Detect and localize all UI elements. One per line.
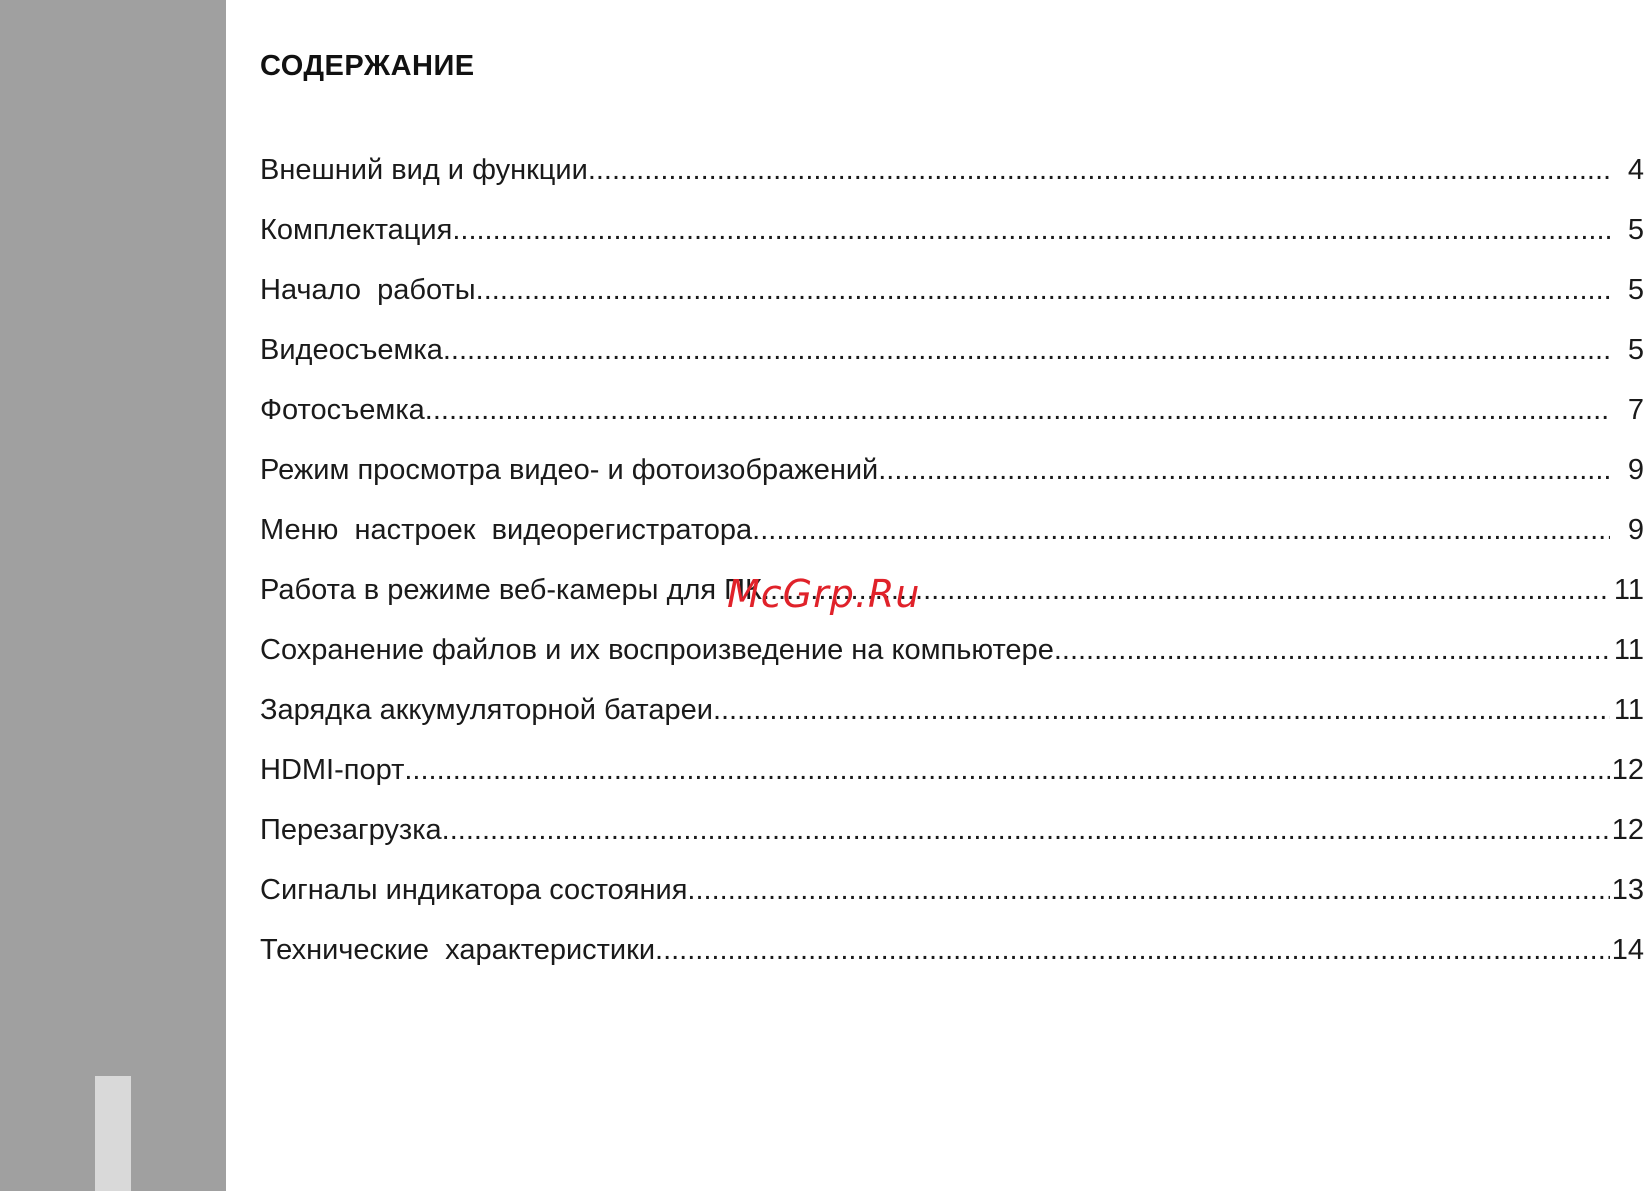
toc-dot-leader [655,928,1610,972]
toc-entry-title: HDMI-порт [260,754,405,786]
toc-dot-leader [713,688,1610,732]
section-tab-marker [95,1076,131,1191]
toc-entry[interactable] [260,328,1644,388]
toc-entry-page: 12 [1611,814,1644,846]
toc-entry-title: Режим просмотра видео- и фотоизображений [260,454,879,486]
toc-dot-leader [1054,628,1610,672]
toc-dot-leader [443,328,1610,372]
toc-entry-title: Зарядка аккумуляторной батареи [260,694,713,726]
toc-entry[interactable] [260,808,1644,868]
toc-entry[interactable] [260,148,1644,208]
toc-dot-leader [878,448,1610,492]
toc-entry[interactable] [260,448,1644,508]
toc-dot-leader [425,388,1610,432]
toc-entry-page: 14 [1611,934,1644,966]
toc-entry[interactable] [260,268,1644,328]
toc-entry-page: 13 [1611,874,1644,906]
toc-entry-title: Работа в режиме веб-камеры для ПК [260,574,762,606]
toc-dot-leader [404,748,1610,792]
toc-dot-leader [442,808,1610,852]
toc-entry-title: Начало работы [260,274,476,306]
toc-entry-page: 7 [1627,394,1644,426]
toc-dot-leader [452,208,1610,252]
toc-entry[interactable] [260,688,1644,748]
page-sidebar-band [0,0,226,1191]
page-title: СОДЕРЖАНИЕ [260,50,475,82]
toc-entry[interactable] [260,508,1644,568]
watermark-text: McGrp.Ru [727,572,921,616]
toc-entry-page: 12 [1611,754,1644,786]
toc-dot-leader [476,268,1610,312]
toc-entry-title: Сигналы индикатора состояния [260,874,688,906]
toc-entry-page: 11 [1613,634,1644,666]
toc-entry-title: Перезагрузка [260,814,442,846]
toc-entry-page: 11 [1613,694,1644,726]
table-of-contents [260,148,1644,988]
toc-dot-leader [687,868,1610,912]
toc-entry[interactable] [260,928,1644,988]
toc-entry[interactable] [260,568,1644,628]
toc-entry-page: 5 [1627,214,1644,246]
toc-entry-title: Меню настроек видеорегистратора [260,514,753,546]
toc-entry-title: Технические характеристики [260,934,656,966]
toc-entry[interactable] [260,388,1644,448]
toc-dot-leader [588,148,1610,192]
toc-entry-title: Внешний вид и функции [260,154,588,186]
toc-entry-title: Комплектация [260,214,453,246]
toc-entry-page: 4 [1627,154,1644,186]
toc-entry-page: 5 [1627,274,1644,306]
toc-entry[interactable] [260,208,1644,268]
toc-entry[interactable] [260,748,1644,808]
toc-entry-title: Фотосъемка [260,394,425,426]
toc-entry-title: Сохранение файлов и их воспроизведение на компьютере [260,634,1054,666]
toc-entry-page: 9 [1627,514,1644,546]
toc-entry-title: Видеосъемка [260,334,443,366]
toc-entry[interactable] [260,628,1644,688]
toc-entry-page: 9 [1627,454,1644,486]
toc-entry-page: 11 [1613,574,1644,606]
toc-dot-leader [752,508,1610,552]
toc-entry[interactable] [260,868,1644,928]
toc-entry-page: 5 [1627,334,1644,366]
